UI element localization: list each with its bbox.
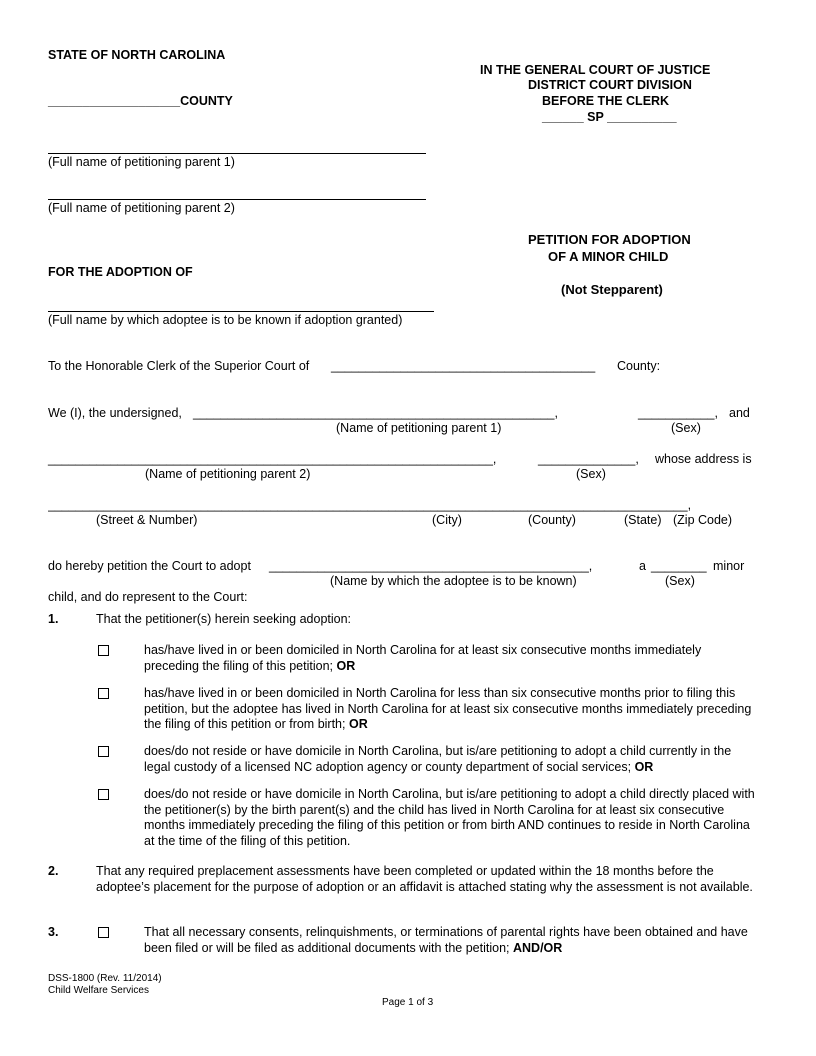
whose-address-text: whose address is: [655, 452, 752, 466]
item-3-checkbox[interactable]: [98, 927, 109, 938]
item-2-text: That any required preplacement assessments have been completed or updated within the 18 months before the adoptee’s placement for the purpose of adoption or an affidavit is attached stating why the assessment is not available.: [96, 864, 753, 894]
option-3-checkbox[interactable]: [98, 746, 109, 757]
clerk-county-suffix: County:: [617, 359, 661, 373]
parent1-name-label: (Full name of petitioning parent 1): [48, 155, 235, 169]
to-clerk-text: To the Honorable Clerk of the Superior Court of: [48, 359, 310, 373]
county-address-label: (County): [528, 513, 576, 527]
option-1-checkbox[interactable]: [98, 645, 109, 656]
item-3-text: That all necessary consents, relinquishments, or terminations of parental rights have been obtained and have been filed or will be filed as additional documents with the petition; AND/OR: [144, 925, 748, 955]
city-label: (City): [432, 513, 462, 527]
a-text: a: [639, 559, 646, 573]
parent2-name-field[interactable]: [48, 199, 426, 200]
option-4-text: does/do not reside or have domicile in North Carolina, but is/are petitioning to adopt a child directly placed with the petitioner(s) by the birth parent(s) and the child has lived in North Carolina for at least six consecutive months immediately preceding the filing of this petition or from birth AND continues to reside in North Carolina at the time of the filing of this petition.: [144, 787, 755, 848]
we-text: We (I), the undersigned,: [48, 406, 182, 420]
option-3-text: does/do not reside or have domicile in North Carolina, but is/are petitioning to adopt a child currently in the legal custody of a licensed NC adoption agency or county department of social services; OR: [144, 744, 732, 774]
petitioner2-label: (Name of petitioning parent 2): [145, 467, 311, 481]
petitioner1-label: (Name of petitioning parent 1): [336, 421, 502, 435]
adoptee-sex-field[interactable]: ________: [651, 559, 707, 573]
item-2-number: 2.: [48, 864, 59, 878]
state-label: (State): [624, 513, 662, 527]
court-line-3: BEFORE THE CLERK: [542, 94, 670, 108]
adoptee-known-name-label: (Name by which the adoptee is to be known): [330, 574, 577, 588]
court-line-2: DISTRICT COURT DIVISION: [528, 78, 692, 92]
form-number: DSS-1800 (Rev. 11/2014): [48, 973, 162, 984]
represent-text: child, and do represent to the Court:: [48, 590, 248, 604]
file-number-field[interactable]: ______ SP __________: [542, 110, 677, 124]
minor-text: minor: [713, 559, 745, 573]
county-line: [48, 94, 233, 109]
title-line-1: PETITION FOR ADOPTION: [528, 232, 691, 247]
option-4-checkbox[interactable]: [98, 789, 109, 800]
department-name: Child Welfare Services: [48, 985, 149, 996]
adoptee-sex-label: (Sex): [665, 574, 695, 588]
title-line-3: (Not Stepparent): [561, 282, 663, 297]
zip-label: (Zip Code): [673, 513, 733, 527]
parent1-name-field[interactable]: [48, 153, 426, 154]
adoption-of-heading: FOR THE ADOPTION OF: [48, 265, 193, 279]
option-1-text: has/have lived in or been domiciled in North Carolina for at least six consecutive months immediately preceding the filing of this petition; OR: [144, 643, 702, 673]
adopt-intro-text: do hereby petition the Court to adopt: [48, 559, 251, 573]
and-text: and: [729, 406, 750, 420]
county-label: COUNTY: [180, 94, 233, 108]
address-field[interactable]: ____________________________________________________________________________________________,: [48, 498, 692, 512]
adoptee-name-field[interactable]: [48, 311, 434, 312]
petitioner1-sex-label: (Sex): [671, 421, 701, 435]
petitioner1-field[interactable]: ____________________________________________________,: [193, 406, 558, 420]
petitioner1-sex-field[interactable]: ___________,: [638, 406, 718, 420]
adoptee-known-name-field[interactable]: ______________________________________________,: [269, 559, 593, 573]
clerk-county-field[interactable]: ______________________________________: [331, 359, 596, 373]
petitioner2-sex-label: (Sex): [576, 467, 606, 481]
item-1-text: That the petitioner(s) herein seeking adoption:: [96, 612, 352, 626]
title-line-2: OF A MINOR CHILD: [548, 249, 669, 264]
county-blank[interactable]: ___________________: [48, 94, 181, 108]
state-heading: STATE OF NORTH CAROLINA: [48, 48, 226, 62]
item-3-number: 3.: [48, 925, 59, 939]
option-2-checkbox[interactable]: [98, 688, 109, 699]
adoptee-name-label: (Full name by which adoptee is to be known if adoption granted): [48, 313, 403, 327]
street-label: (Street & Number): [96, 513, 198, 527]
court-line-1: IN THE GENERAL COURT OF JUSTICE: [480, 63, 711, 77]
petitioner2-field[interactable]: ________________________________________________________________,: [48, 452, 497, 466]
option-2-text: has/have lived in or been domiciled in North Carolina for less than six consecutive months prior to filing this petition, but the adoptee has lived in North Carolina for at least six consecutive months immediately preceding the filing of this petition or from birth; OR: [144, 686, 752, 731]
page-number: Page 1 of 3: [382, 997, 434, 1008]
parent2-name-label: (Full name of petitioning parent 2): [48, 201, 235, 215]
petitioner2-sex-field[interactable]: ______________,: [538, 452, 639, 466]
item-1-number: 1.: [48, 612, 59, 626]
